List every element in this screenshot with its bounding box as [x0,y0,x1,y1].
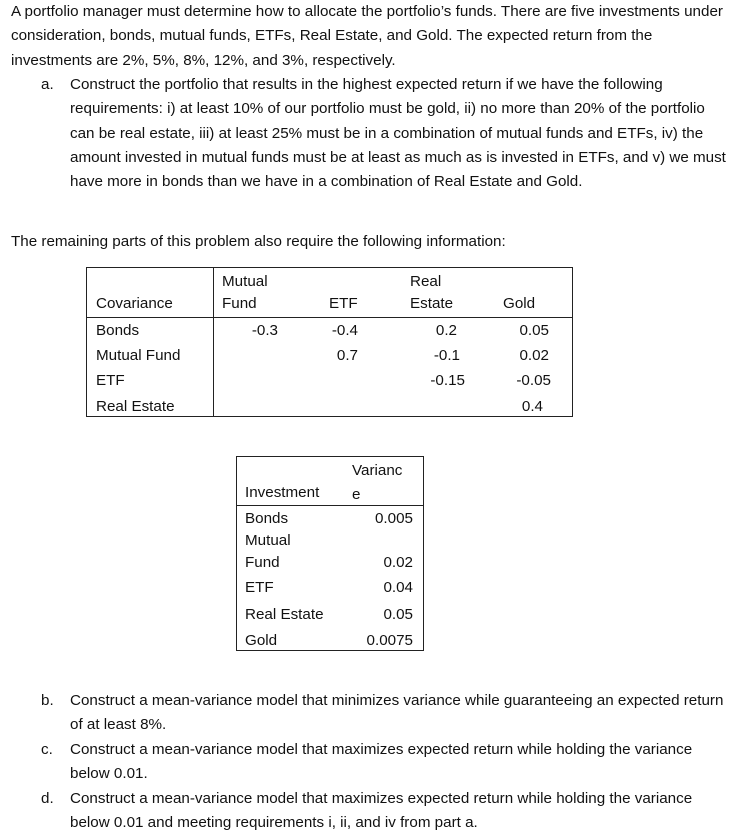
variance-value: 0.0075 [366,632,413,649]
part-b-letter: b. [41,692,54,709]
variance-row-label: Bonds [245,510,289,527]
header-etf: ETF [329,295,358,312]
cov-etf-gold: -0.05 [516,372,551,389]
header-mutual-line2: Fund [222,295,257,312]
header-mutual-line1: Mutual [222,273,268,290]
header-real-line1: Real [410,273,442,290]
variance-value: 0.04 [383,579,413,596]
part-c [11,738,736,787]
covariance-table [86,267,573,417]
variance-row-label: Gold [245,632,278,649]
part-d-text: Construct a mean-variance model that maximizes expected return while holding the variance below 0.01 and meeting requirements i, ii, and iv from part a. [70,790,693,832]
variance-value: 0.05 [383,606,413,623]
problem-intro: A portfolio manager must determine how to allocate the portfolio’s funds. There are five investments under consideration, bonds, mutual funds, ETFs, Real Estate, and Gold. The expected return from the investments are 2%, 5%, 8%, 12%, and 3%, respectively. [11,3,723,69]
variance-value: 0.02 [383,554,413,571]
header-gold: Gold [503,295,536,312]
part-a-letter: a. [41,76,54,93]
variance-header-line1: Varianc [352,462,403,479]
variance-row-label-line2: Fund [245,554,280,571]
variance-header-label: Investment [245,484,320,501]
part-c-letter: c. [41,741,53,758]
variance-row-label: Real Estate [245,606,324,623]
variance-row-label: Mutual [245,532,291,549]
part-a [11,73,736,194]
covariance-label-divider [213,268,214,416]
row-label-real-estate: Real Estate [96,398,175,415]
variance-row-label: ETF [245,579,274,596]
cov-real-gold: 0.4 [521,398,543,415]
cov-bonds-real: 0.2 [435,322,457,339]
part-c-text: Construct a mean-variance model that maximizes expected return while holding the variance below 0.01. [70,741,693,783]
cov-mutual-etf: 0.7 [336,347,358,364]
variance-table [236,456,424,651]
cov-mutual-real: -0.1 [433,347,460,364]
cov-bonds-gold: 0.05 [519,322,549,339]
header-real-line2: Estate [410,295,454,312]
part-d [11,787,736,836]
part-b [11,689,736,738]
remaining-info-text: The remaining parts of this problem also require the following information: [11,233,506,250]
cov-bonds-etf: -0.4 [331,322,358,339]
part-b-text: Construct a mean-variance model that minimizes variance while guaranteeing an expected return of at least 8%. [70,692,724,734]
cov-etf-real: -0.15 [430,372,465,389]
part-d-letter: d. [41,790,54,807]
covariance-header-label: Covariance [96,295,173,312]
variance-value: 0.005 [374,510,413,527]
cov-mutual-gold: 0.02 [519,347,549,364]
variance-header-line2: e [352,486,361,503]
covariance-header-divider [87,317,572,318]
row-label-bonds: Bonds [96,322,140,339]
row-label-mutual-fund: Mutual Fund [96,347,181,364]
cov-bonds-mutual: -0.3 [251,322,278,339]
row-label-etf: ETF [96,372,125,389]
part-a-text: Construct the portfolio that results in the highest expected return if we have the following requirements: i) at least 10% of our portfolio must be gold, ii) no more than 20% of the portfolio can be real estate, iii) at least 25% must be in a combination of mutual funds and ETFs, iv) the amount invested in mutual funds must be at least as much as is invested in ETFs, and v) we must have more in bonds than we have in a combination of Real Estate and Gold. [70,76,726,191]
